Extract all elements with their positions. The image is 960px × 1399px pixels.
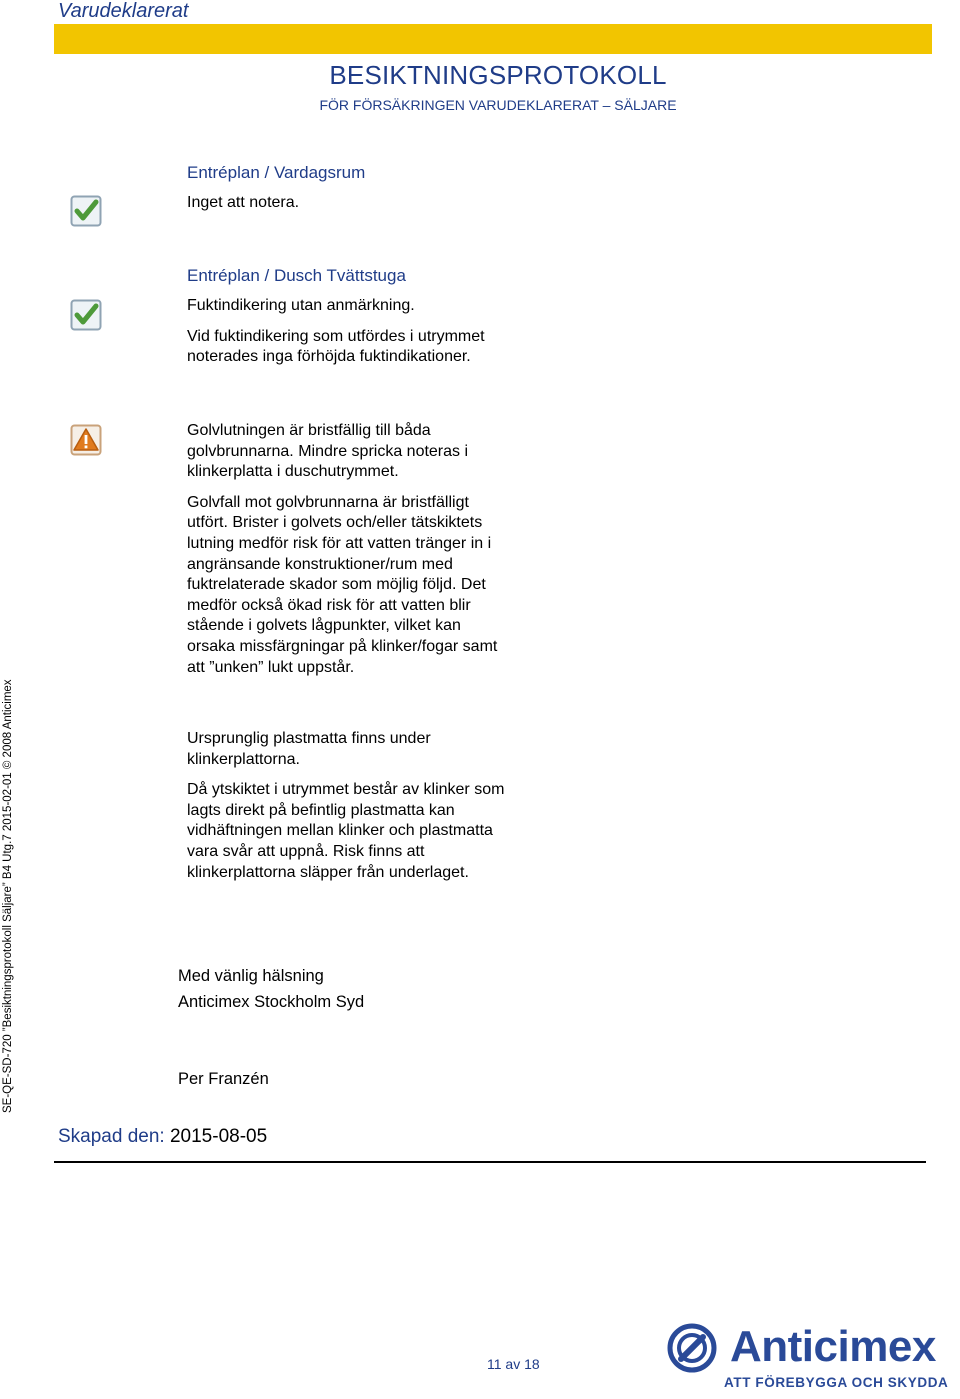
section-heading-vardagsrum: Entréplan / Vardagsrum [187, 163, 366, 182]
closing-greeting: Med vänlig hälsning [178, 967, 324, 985]
logo-tagline: ATT FÖREBYGGA OCH SKYDDA [724, 1375, 949, 1390]
closing-company: Anticimex Stockholm Syd [178, 993, 365, 1011]
section-text [187, 421, 587, 688]
section-text [187, 729, 587, 893]
footer-divider [54, 1161, 926, 1163]
created-date [58, 1126, 267, 1148]
created-value: 2015-08-05 [169, 1126, 268, 1147]
section-text [187, 296, 587, 378]
paragraph: Då ytskiktet i utrymmet består av klinker som lagts direkt på befintlig plastmatta kan vidhäftningen mellan klinker och plastmatta vara svår att uppnå. Risk finns att klinkerplattorna släpper från underlaget. [187, 781, 505, 881]
page-number: 11 av 18 [487, 1356, 540, 1372]
check-icon [70, 299, 102, 331]
paragraph: Inget att notera. [187, 194, 300, 211]
page-subtitle: FÖR FÖRSÄKRINGEN VARUDEKLARERAT – SÄLJARE [319, 97, 677, 113]
logo-wordmark: Anticimex [730, 1322, 936, 1371]
document-header-title: Varudeklarerat [58, 0, 189, 22]
paragraph: Fuktindikering utan anmärkning. [187, 297, 415, 314]
paragraph: Golvfall mot golvbrunnarna är bristfälligt utfört. Brister i golvets och/eller tätskiktets lutning medför risk för att vatten tränger in i angränsande konstruktioner/rum med fuktrelaterade skador som möjlig följd. Det medför också ökad risk för att vatten blir stående i golvets lågpunkter, vilket kan orsaka missfärgningar på klinker/fogar samt att ”unken” lukt uppstår. [187, 493, 498, 676]
section-heading-dusch-tvattstuga: Entréplan / Dusch Tvättstuga [187, 266, 406, 285]
document-reference: SE-QE-SD-720 ”Besiktningsprotokoll Säljare” B4 Utg.7 2015-02-01 © 2008 Anticimex [2, 679, 14, 1113]
paragraph: Golvlutningen är bristfällig till båda golvbrunnarna. Mindre spricka noteras i klinkerplatta i duschutrymmet. [187, 422, 469, 481]
page-title: BESIKTNINGSPROTOKOLL [329, 60, 667, 90]
check-icon [70, 195, 102, 227]
paragraph: Ursprunglig plastmatta finns under klinkerplattorna. [187, 730, 431, 768]
created-label: Skapad den: [58, 1126, 165, 1147]
warning-icon [70, 424, 102, 456]
anticimex-logo-icon [667, 1323, 727, 1373]
signer-name: Per Franzén [178, 1070, 269, 1088]
section-text [187, 193, 587, 224]
paragraph: Vid fuktindikering som utfördes i utrymmet noterades inga förhöjda fuktindikationer. [187, 327, 485, 366]
header-bar [54, 24, 932, 54]
